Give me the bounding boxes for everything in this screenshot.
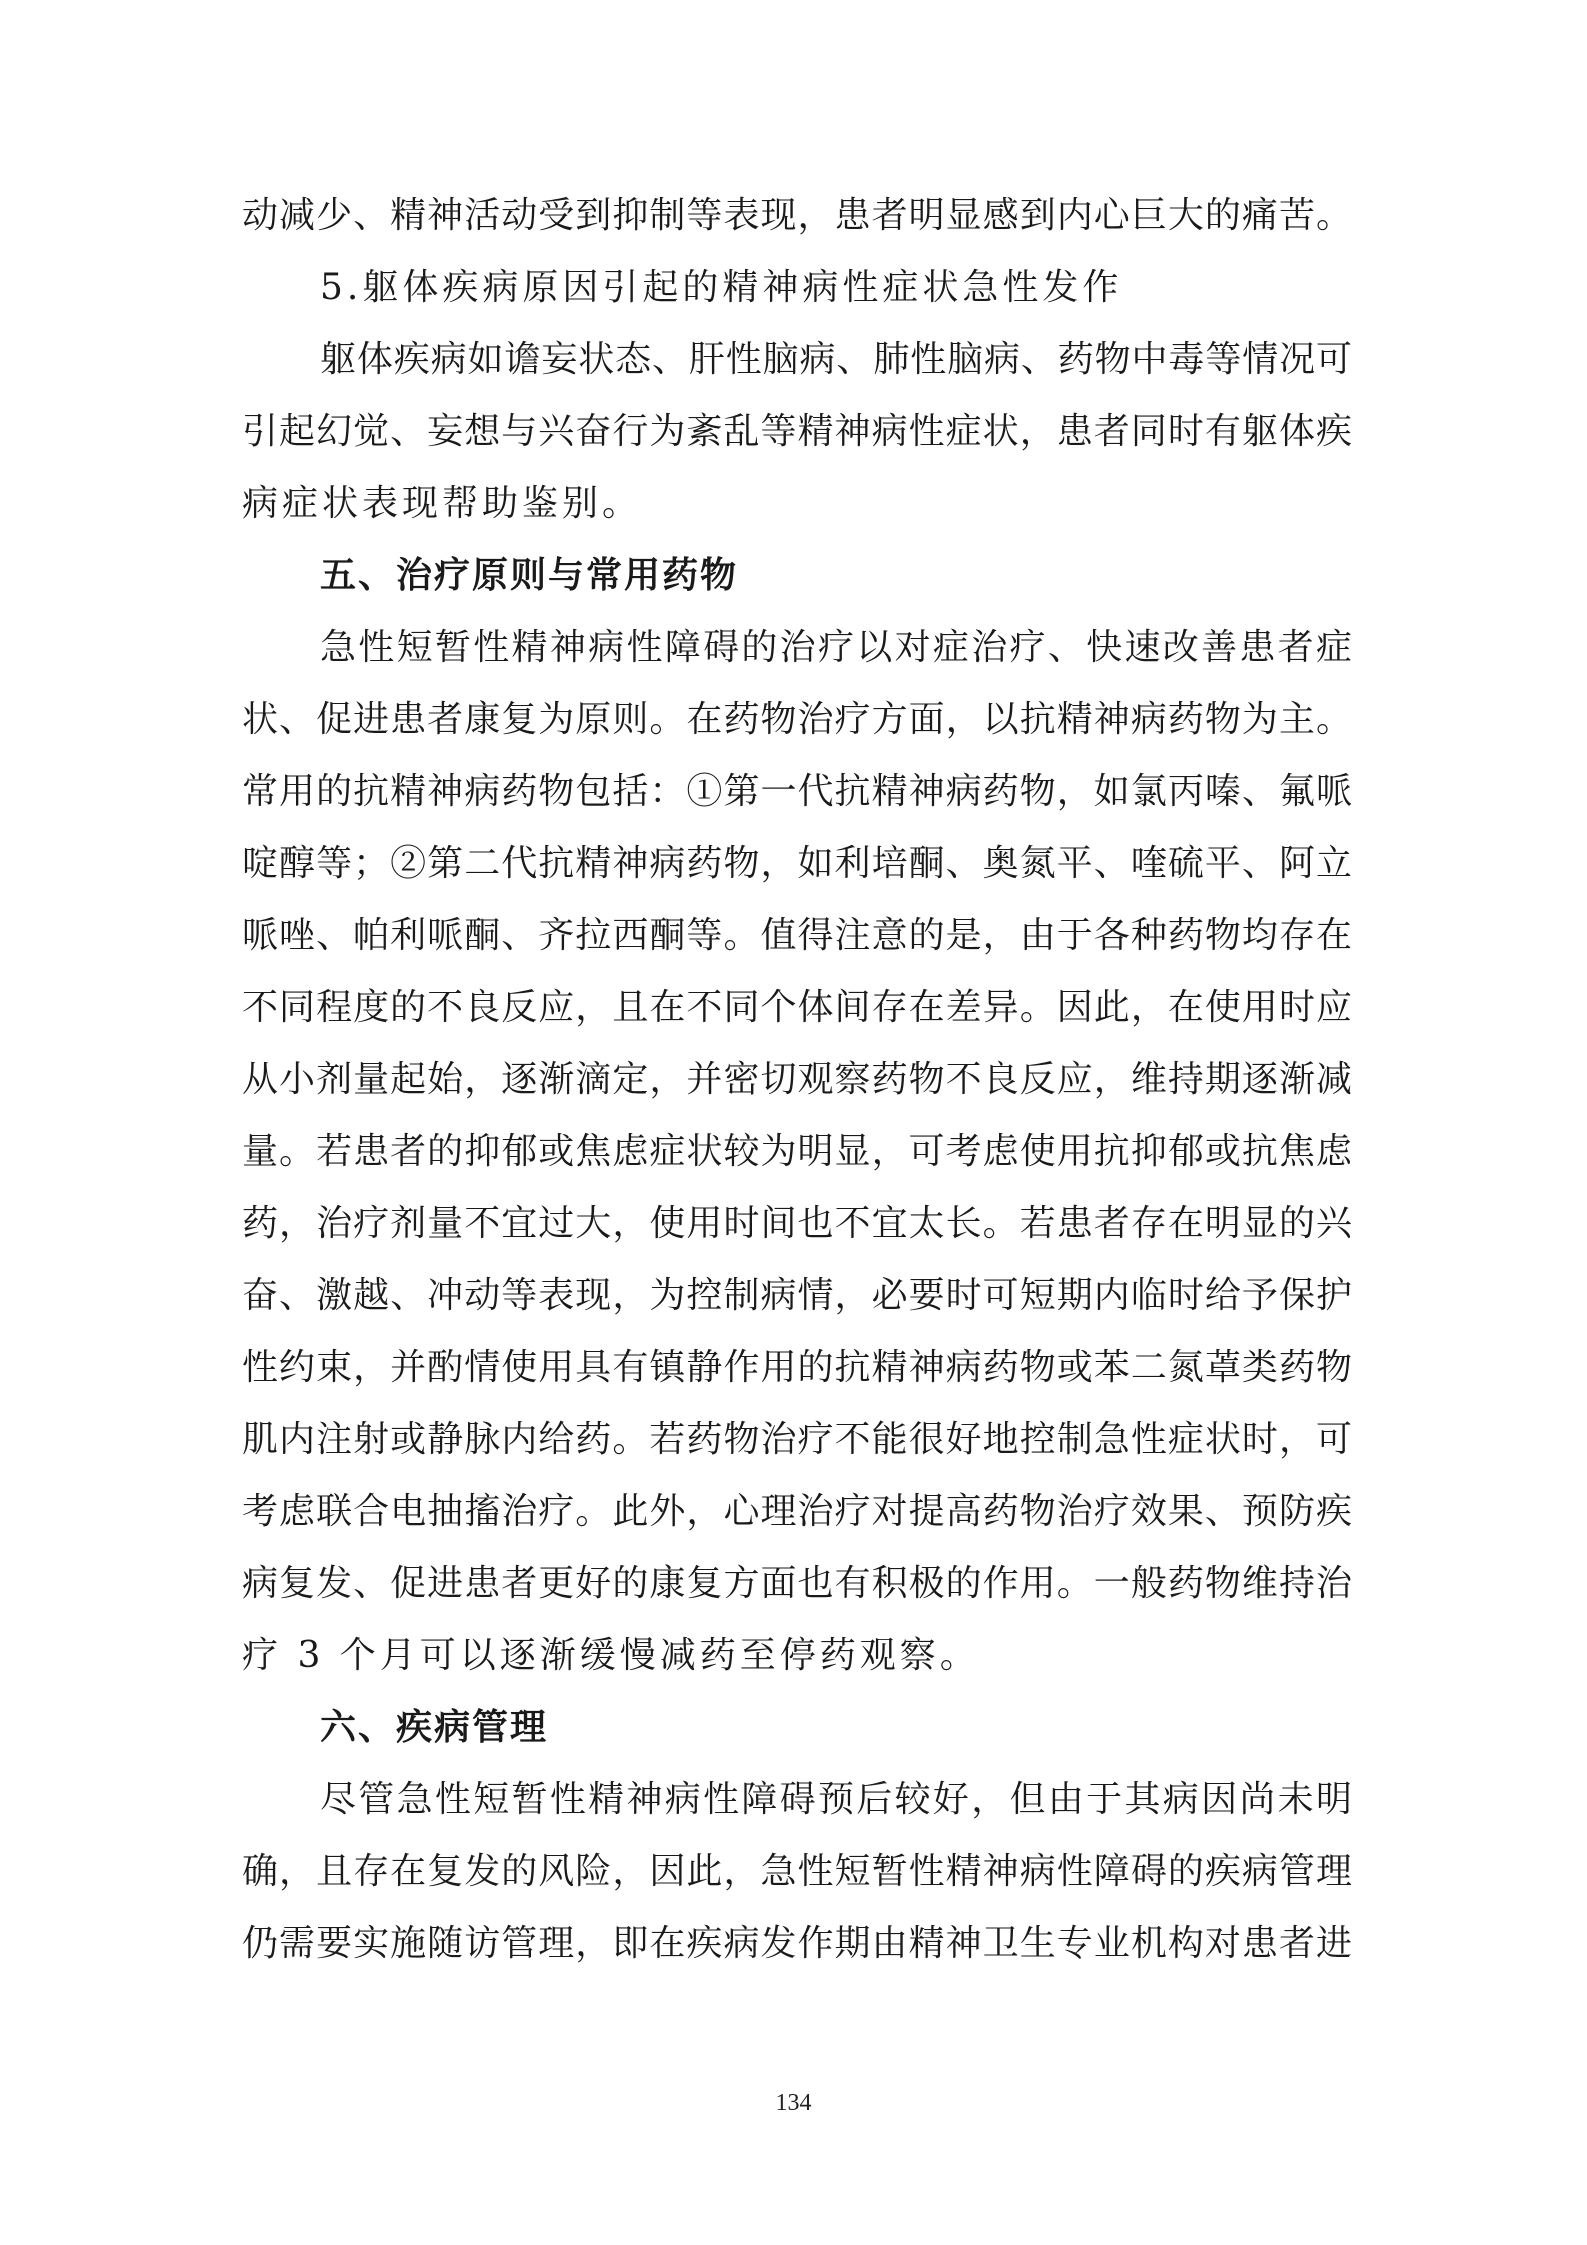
- text-line: 病症状表现帮助鉴别。: [242, 483, 643, 524]
- text-line: 奋、激越、冲动等表现，为控制病情，必要时可短期内临时给予保护: [242, 1275, 1352, 1316]
- text-line: 哌唑、帕利哌酮、齐拉西酮等。值得注意的是，由于各种药物均存在: [242, 915, 1352, 956]
- text-line: 躯体疾病如谵妄状态、肝性脑病、肺性脑病、药物中毒等情况可: [320, 339, 1352, 380]
- text-line: 动减少、精神活动受到抑制等表现，患者明显感到内心巨大的痛苦。: [242, 195, 1352, 236]
- text-line: 肌内注射或静脉内给药。若药物治疗不能很好地控制急性症状时，可: [242, 1419, 1352, 1460]
- section-heading: 六、疾病管理: [320, 1707, 549, 1748]
- text-line: 从小剂量起始，逐渐滴定，并密切观察药物不良反应，维持期逐渐减: [242, 1059, 1352, 1100]
- text-line: 急性短暂性精神病性障碍的治疗以对症治疗、快速改善患者症: [320, 627, 1352, 668]
- text-line: 引起幻觉、妄想与兴奋行为紊乱等精神病性症状，患者同时有躯体疾: [242, 411, 1352, 452]
- section-heading: 五、治疗原则与常用药物: [320, 555, 739, 596]
- text-line: 疗 3 个月可以逐渐缓慢减药至停药观察。: [242, 1635, 980, 1676]
- text-line: 尽管急性短暂性精神病性障碍预后较好，但由于其病因尚未明: [320, 1779, 1352, 1820]
- text-line: 不同程度的不良反应，且在不同个体间存在差异。因此，在使用时应: [242, 987, 1352, 1028]
- text-line: 仍需要实施随访管理，即在疾病发作期由精神卫生专业机构对患者进: [242, 1923, 1352, 1964]
- text-line: 病复发、促进患者更好的康复方面也有积极的作用。一般药物维持治: [242, 1563, 1352, 1604]
- body-text: [242, 180, 1352, 1980]
- page-number: 134: [775, 2090, 812, 2116]
- text-line: 常用的抗精神病药物包括：①第一代抗精神病药物，如氯丙嗪、氟哌: [242, 771, 1352, 812]
- text-line: 考虑联合电抽搐治疗。此外，心理治疗对提高药物治疗效果、预防疾: [242, 1491, 1352, 1532]
- text-line: 5.躯体疾病原因引起的精神病性症状急性发作: [320, 267, 1123, 308]
- text-line: 确，且存在复发的风险，因此，急性短暂性精神病性障碍的疾病管理: [242, 1851, 1352, 1892]
- text-line: 状、促进患者康复为原则。在药物治疗方面，以抗精神病药物为主。: [242, 699, 1352, 740]
- text-line: 性约束，并酌情使用具有镇静作用的抗精神病药物或苯二氮䓬类药物: [242, 1347, 1352, 1388]
- text-line: 量。若患者的抑郁或焦虑症状较为明显，可考虑使用抗抑郁或抗焦虑: [242, 1131, 1352, 1172]
- text-line: 啶醇等；②第二代抗精神病药物，如利培酮、奥氮平、喹硫平、阿立: [242, 843, 1352, 884]
- text-line: 药，治疗剂量不宜过大，使用时间也不宜太长。若患者存在明显的兴: [242, 1203, 1352, 1244]
